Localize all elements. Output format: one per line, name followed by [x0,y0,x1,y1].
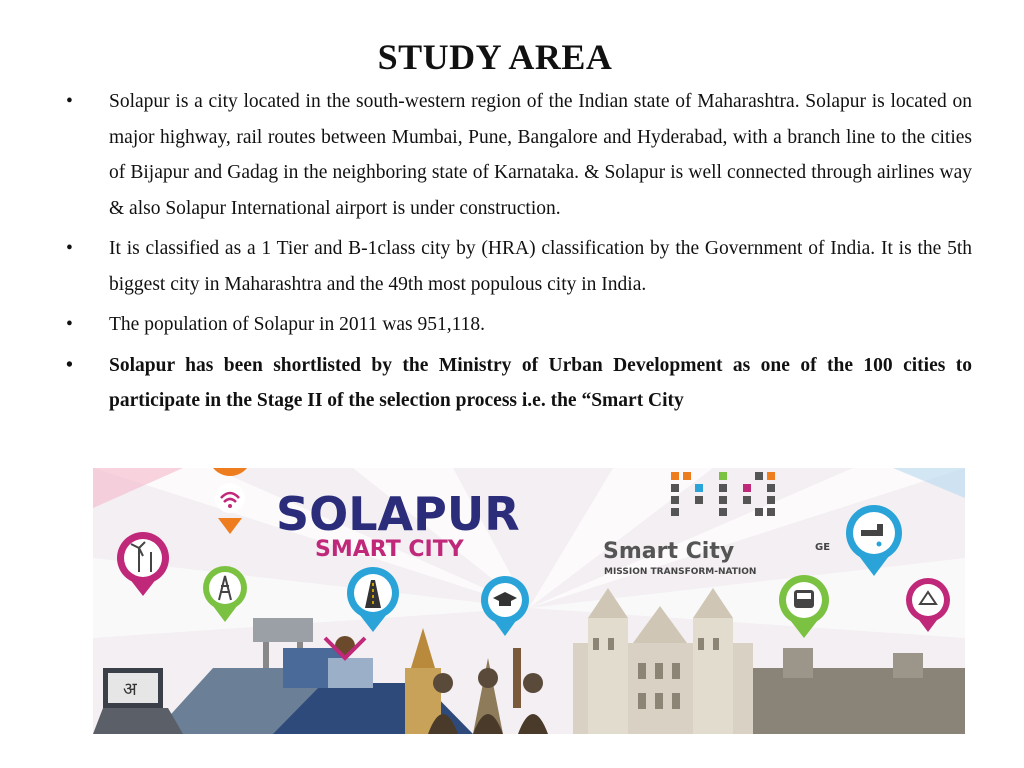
mission-title: Smart City [603,539,735,564]
bullet-item [66,307,972,343]
bullet-item [66,84,972,226]
bullet-text: Solapur is a city located in the south-western region of the Indian state of Maharashtra. Solapur is located on major highway, rail routes between Mumbai, Pune, Bangalore and Hyderabad, with a branch line to the cities of Bijapur and Gadag in the neighboring state of Karnataka. & Solapur is well connected through airlines way & also Solapur International airport is under construction. [109,91,972,219]
bullet-text: Solapur has been shortlisted by the Ministry of Urban Development as one of the 100 cities to participate in the Stage II of the selection process i.e. the “Smart City [109,354,972,411]
bullet-dot: • [66,314,73,335]
bullet-dot: • [66,354,73,376]
bullet-item [66,231,972,302]
bullet-text: It is classified as a 1 Tier and B-1class city by (HRA) classification by the Government of India. It is the 5th biggest city in Maharashtra and the 49th most populous city in India. [109,238,972,295]
slide-title: STUDY AREA [377,37,613,77]
headline-smart-city: SMART CITY [315,537,464,562]
devanagari-glyph: अ [123,679,137,700]
bullet-dot: • [66,91,73,112]
bullet-item [66,348,972,419]
bullet-list [66,84,972,424]
partial-caption: GE [815,542,831,553]
solapur-smart-city-banner [93,468,965,734]
bullet-dot: • [66,238,73,259]
bullet-text: The population of Solapur in 2011 was 951,118. [109,314,486,335]
mission-subtitle: MISSION TRANSFORM-NATION [604,567,757,577]
headline-solapur: SOLAPUR [276,487,520,541]
